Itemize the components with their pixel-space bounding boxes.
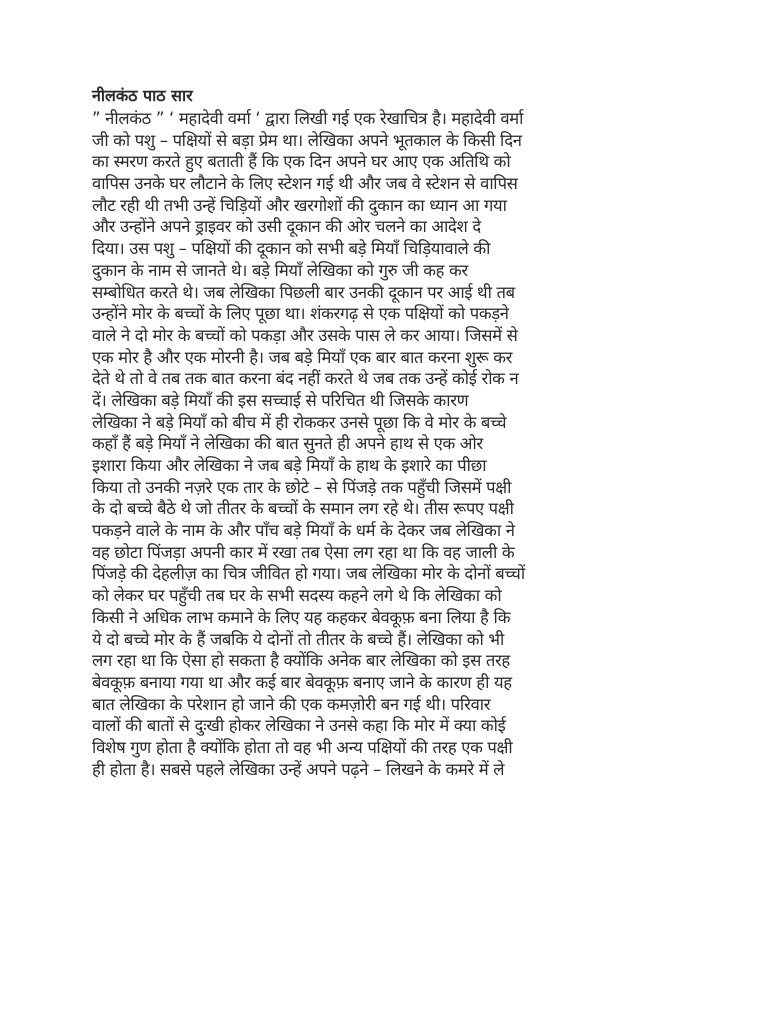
document-title: नीलकंठ पाठ सार bbox=[92, 86, 193, 105]
text-line: ” नीलकंठ ” ‘ महादेवी वर्मा ‘ द्वारा लिखी गई एक रेखाचित्र है। महादेवी वर्मा bbox=[92, 109, 524, 128]
text-line: लग रहा था कि ऐसा हो सकता है क्योंकि अनेक बार लेखिका को इस तरह bbox=[92, 651, 510, 671]
text-line: दिया। उस पशु – पक्षियों की दूकान को सभी बड़े मियाँ चिड़ियावाले की bbox=[92, 239, 491, 259]
document-body bbox=[92, 108, 668, 780]
text-line: वालों की बातों से दुःखी होकर लेखिका ने उनसे कहा कि मोर में क्या कोई bbox=[92, 716, 506, 736]
text-line: दुकान के नाम से जानते थे। बड़े मियाँ लेखिका को गुरु जी कह कर bbox=[92, 260, 468, 280]
text-line: वाले ने दो मोर के बच्चों को पकड़ा और उसके पास ले कर आया। जिसमें से bbox=[92, 325, 518, 345]
text-line: ये दो बच्चे मोर के हैं जबकि ये दोनों तो तीतर के बच्चे हैं। लेखिका को भी bbox=[92, 629, 504, 649]
text-line: विशेष गुण होता है क्योंकि होता तो वह भी अन्य पक्षियों की तरह एक पक्षी bbox=[92, 737, 513, 757]
text-line: पिंजड़े की देहलीज़ का चित्र जीवित हो गया। जब लेखिका मोर के दोनों बच्चों bbox=[92, 564, 525, 584]
text-line: वापिस उनके घर लौटाने के लिए स्टेशन गई थी और जब वे स्टेशन से वापिस bbox=[92, 174, 518, 194]
text-line: पकड़ने वाले के नाम के और पाँच बड़े मियाँ के धर्म के देकर जब लेखिका ने bbox=[92, 521, 515, 541]
text-line: दें। लेखिका बड़े मियाँ की इस सच्चाई से परिचित थी जिसके कारण bbox=[92, 390, 469, 410]
text-line: के दो बच्चे बैठे थे जो तीतर के बच्चों के समान लग रहे थे। तीस रूपए पक्षी bbox=[92, 499, 514, 519]
text-line: वह छोटा पिंजड़ा अपनी कार में रखा तब ऐसा लग रहा था कि वह जाली के bbox=[92, 542, 515, 562]
text-line: उन्होंने मोर के बच्चों के लिए पूछा था। शंकरगढ़ से एक पक्षियों को पकड़ने bbox=[92, 304, 509, 324]
text-line: का स्मरण करते हुए बताती हैं कि एक दिन अपने घर आए एक अतिथि को bbox=[92, 152, 511, 172]
text-line: एक मोर है और एक मोरनी है। जब बड़े मियाँ एक बार बात करना शुरू कर bbox=[92, 347, 513, 367]
text-line: जी को पशु – पक्षियों से बड़ा प्रेम था। लेखिका अपने भूतकाल के किसी दिन bbox=[92, 130, 522, 150]
text-line: ही होता है। सबसे पहले लेखिका उन्हें अपने पढ़ने – लिखने के कमरे में ले bbox=[92, 759, 505, 779]
document-page bbox=[92, 86, 668, 780]
text-line: कहाँ हैं बड़े मियाँ ने लेखिका की बात सुनते ही अपने हाथ से एक ओर bbox=[92, 434, 483, 454]
text-line: सम्बोधित करते थे। जब लेखिका पिछली बार उनकी दूकान पर आई थी तब bbox=[92, 282, 515, 302]
text-line: और उन्होंने अपने ड्राइवर को उसी दूकान की ओर चलने का आदेश दे bbox=[92, 217, 481, 237]
text-line: लौट रही थी तभी उन्हें चिड़ियों और खरगोशों की दुकान का ध्यान आ गया bbox=[92, 195, 507, 215]
text-line: को लेकर घर पहुँची तब घर के सभी सदस्य कहने लगे थे कि लेखिका को bbox=[92, 586, 502, 606]
text-line: इशारा किया और लेखिका ने जब बड़े मियाँ के हाथ के इशारे का पीछा bbox=[92, 456, 487, 475]
text-line: किसी ने अधिक लाभ कमाने के लिए यह कहकर बेवकूफ़ बना लिया है कि bbox=[92, 607, 511, 627]
text-line: बेवकूफ़ बनाया गया था और कई बार बेवकूफ़ बनाए जाने के कारण ही यह bbox=[92, 672, 512, 692]
text-line: लेखिका ने बड़े मियाँ को बीच में ही रोककर उनसे पूछा कि वे मोर के बच्चे bbox=[92, 412, 507, 432]
text-line: देते थे तो वे तब तक बात करना बंद नहीं करते थे जब तक उन्हें कोई रोक न bbox=[92, 369, 519, 389]
text-line: बात लेखिका के परेशान हो जाने की एक कमज़ोरी बन गई थी। परिवार bbox=[92, 694, 491, 714]
text-line: किया तो उनकी नज़रे एक तार के छोटे – से पिंजड़े तक पहुँची जिसमें पक्षी bbox=[92, 477, 512, 497]
